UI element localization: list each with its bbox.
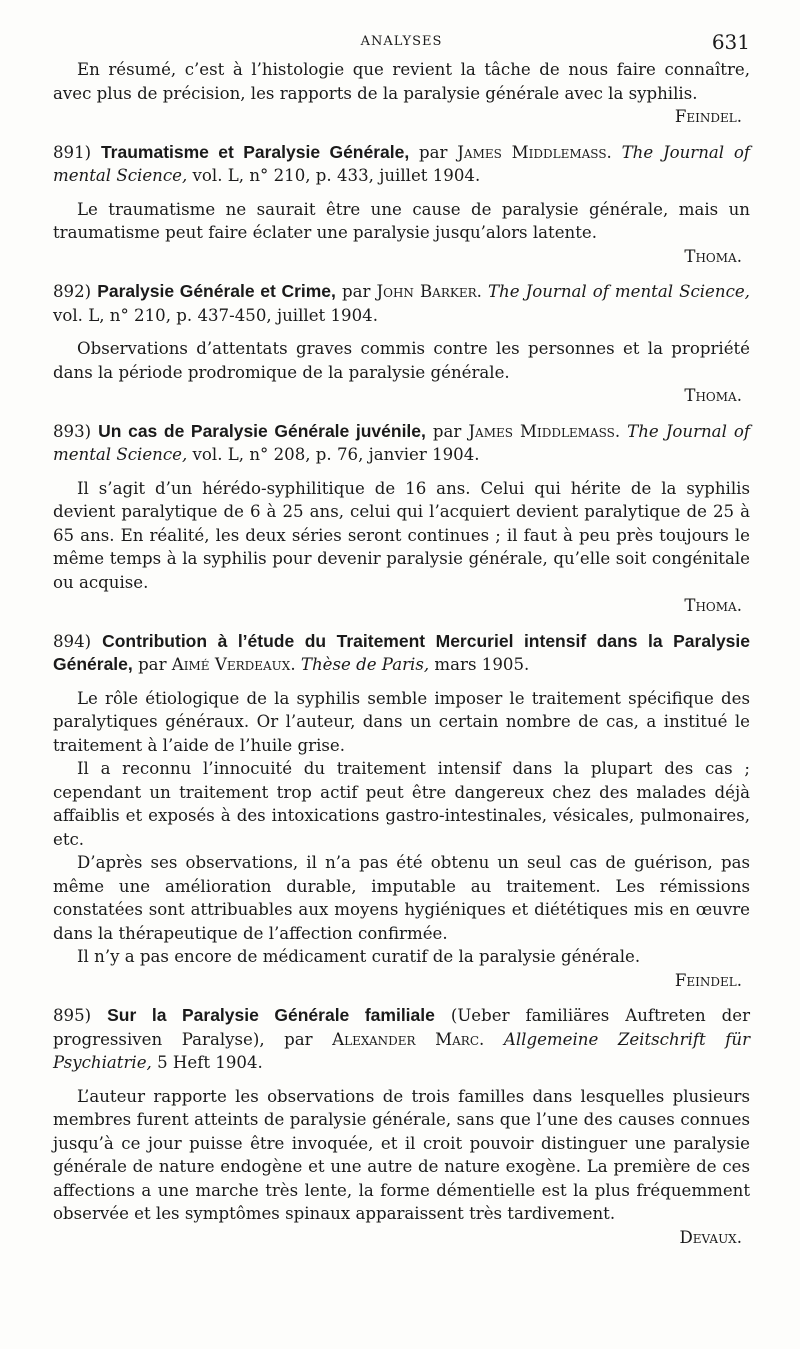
entry-paragraph: Observations d’attentats graves commis contre les personnes et la propriété dans la période prodromique de la paralysie générale. xyxy=(53,339,750,382)
entry-source-details: vol. L, n° 208, p. 76, janvier 1904. xyxy=(192,445,480,464)
entry-paragraph: Il s’agit d’un hérédo-syphilitique de 16 ans. Celui qui hérite de la syphilis devient paralytique de 6 à 25 ans, celui qui l’acquiert devient paralytique de 25 à 65 ans. En réalité, les deux séries seront continues ; il faut à peu près toujours le même temps à la syphilis pour devenir paralysie générale, qu’elle soit congénitale ou acquise. xyxy=(53,478,750,592)
entry-par: par xyxy=(341,282,371,301)
page-number: 631 xyxy=(711,30,750,54)
entry-heading xyxy=(53,420,750,467)
abstract-entry xyxy=(53,420,750,618)
entry-signature: Thoma. xyxy=(684,246,742,266)
entry-source: The Journal of mental Science, xyxy=(487,282,750,301)
entry-signature: Thoma. xyxy=(684,596,742,615)
entry-heading xyxy=(53,280,750,327)
entry-signature: Devaux. xyxy=(679,1227,742,1247)
abstract-entry xyxy=(53,630,750,993)
entry-number: 895) xyxy=(53,1006,92,1025)
entry-par: par xyxy=(138,655,167,674)
entry-author: James Middlemass. xyxy=(468,421,621,441)
entry-author: John Barker. xyxy=(376,282,482,301)
entry-paragraph: L’auteur rapporte les observations de trois familles dans lesquelles plusieurs membres furent atteints de paralysie générale, sans que l’une des causes connues jusqu’à ce jour puisse être invoquée, et il croit pouvoir distinguer une paralysie générale de nature endogène et une autre de nature exogène. La première de ces affections a une marche très lente, la forme démentielle est la plus fréquemment observée et les symptômes spinaux apparaissent très tardivement. xyxy=(53,1086,750,1223)
running-title: ANALYSES xyxy=(360,34,443,49)
entry-paragraph: Le traumatisme ne saurait être une cause de paralysie générale, mais un traumatisme peut faire éclater une paralysie jusqu’alors latente. xyxy=(53,199,750,242)
entry-heading xyxy=(53,141,750,188)
entry-author: James Middlemass. xyxy=(457,142,612,162)
entries-list xyxy=(53,141,750,1250)
entry-source-details: vol. L, n° 210, p. 437-450, juillet 1904. xyxy=(53,305,378,325)
entry-author: Aimé Verdeaux. xyxy=(171,655,296,674)
entry-number: 893) xyxy=(53,421,92,441)
entry-source: Thèse de Paris, xyxy=(300,655,430,674)
abstract-entry xyxy=(53,280,750,408)
entry-par: par xyxy=(432,421,462,441)
abstract-entry xyxy=(53,1004,750,1249)
abstract-entry xyxy=(53,141,750,269)
entry-source: The Journal of mental Science, xyxy=(53,142,751,185)
entry-paragraph: Il a reconnu l’innocuité du traitement intensif dans la plupart des cas ; cependant un traitement trop actif peut être dangereux chez des malades déjà affaiblis et exposés à des intoxications gastro-intestinales, vésicales, pulmonaires, etc. xyxy=(53,759,750,849)
entry-number: 891) xyxy=(53,142,92,162)
entry-paragraph: D’après ses observations, il n’a pas été obtenu un seul cas de guérison, pas même une amélioration durable, imputable au traitement. Les rémissions constatées sont attribuables aux moyens hygiéniques et diététiques mis en œuvre dans la thérapeutique de l’affection confirmée. xyxy=(53,853,750,943)
entry-signature: Feindel. xyxy=(674,970,742,990)
entry-source: The Journal of mental Science, xyxy=(53,421,751,464)
entry-author: Alexander Marc. xyxy=(332,1029,485,1049)
intro-paragraph: En résumé, c’est à l’histologie que revient la tâche de nous faire connaître, avec plus de précision, les rapports de la paralysie générale avec la syphilis. xyxy=(53,60,750,103)
entry-number: 892) xyxy=(53,282,92,301)
entry-title: Sur la Paralysie Générale familiale xyxy=(107,1005,435,1025)
running-head xyxy=(53,0,750,58)
entry-paragraph: Il n’y a pas encore de médicament curatif de la paralysie générale. xyxy=(77,947,641,966)
entry-source: Allgemeine Zeitschrift für Psychiatrie, xyxy=(53,1029,751,1072)
entry-source-details: 5 Heft 1904. xyxy=(157,1053,263,1072)
entry-heading xyxy=(53,630,750,677)
entry-title: Traumatisme et Paralysie Générale, xyxy=(100,141,410,162)
entry-signature: Thoma. xyxy=(684,386,742,405)
entry-title: Paralysie Générale et Crime, xyxy=(97,281,336,301)
intro-signature: Feindel. xyxy=(674,107,742,126)
entry-title: Un cas de Paralysie Générale juvénile, xyxy=(98,420,426,441)
entry-par: (Ueber familiäres Auftreten der progressiven Paralyse), par xyxy=(53,1006,750,1049)
entry-par: par xyxy=(419,142,448,162)
entry-title: Contribution à l’étude du Traitement Mercuriel intensif dans la Paralysie Générale, xyxy=(53,630,751,674)
entry-source-details: mars 1905. xyxy=(434,655,530,674)
entry-source-details: vol. L, n° 210, p. 433, juillet 1904. xyxy=(192,166,481,185)
entry-number: 894) xyxy=(53,631,92,651)
entry-heading xyxy=(53,1004,750,1075)
entry-paragraph: Le rôle étiologique de la syphilis semble imposer le traitement spécifique des paralytiques généraux. Or l’auteur, dans un certain nombre de cas, a institué le traitement à l’aide de l’huile grise. xyxy=(53,688,750,755)
